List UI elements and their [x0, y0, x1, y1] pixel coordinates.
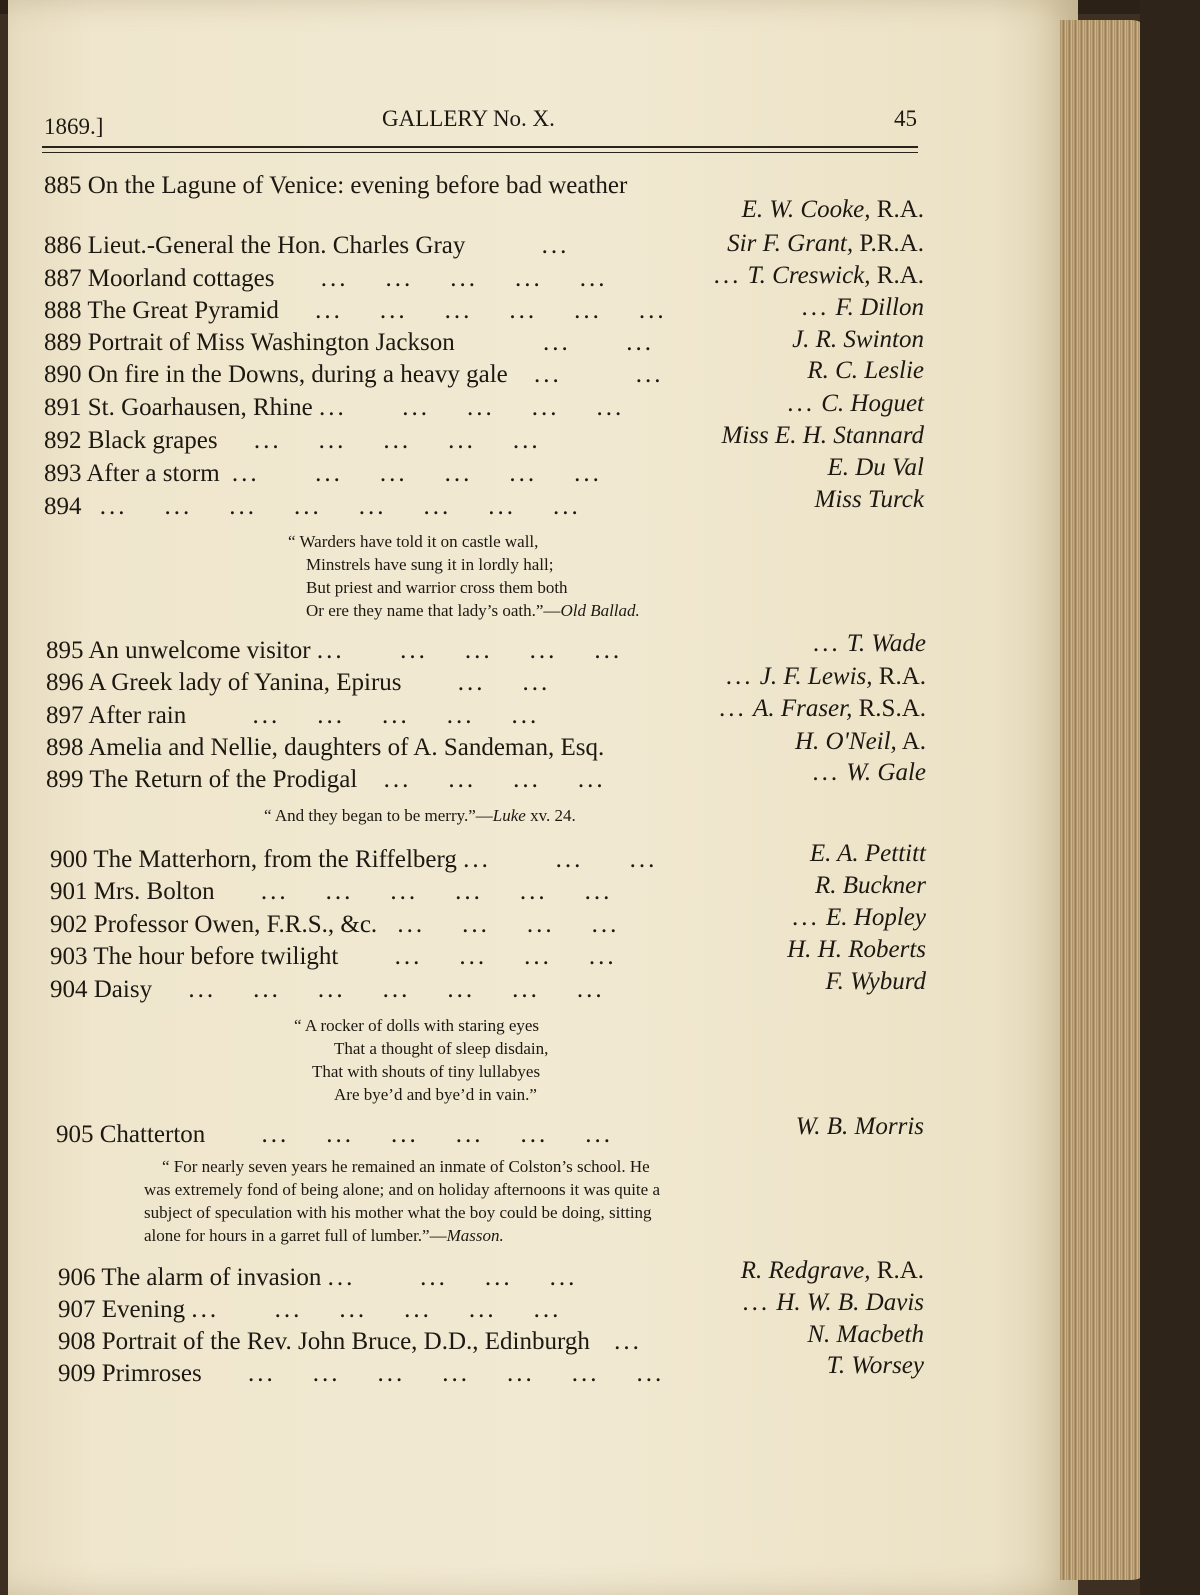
- catalogue-entry: 902 Professor Owen, F.R.S., &c. ... ... ... ...: [50, 911, 620, 938]
- entry-number: 886: [44, 232, 82, 259]
- entry-artist: ... F. Dillon: [801, 294, 924, 321]
- entry-title: Chatterton: [99, 1121, 206, 1148]
- entry-number: 909: [58, 1360, 96, 1387]
- entry-number: 898: [46, 734, 84, 761]
- artist-name: H. W. B. Davis: [776, 1289, 924, 1316]
- quote-line: That with shouts of tiny lullabyes: [312, 1062, 541, 1081]
- entry-artist: [827, 454, 924, 482]
- artist-name: E. W. Cooke,: [741, 196, 871, 223]
- artist-suffix: R.S.A.: [858, 695, 926, 722]
- entry-title: A Greek lady of Yanina, Epirus: [88, 669, 402, 696]
- entry-artist: [815, 872, 926, 900]
- catalogue-entry: 894 ... ... ... ... ... ... ... ...: [44, 493, 581, 520]
- catalogue-entry: 903 The hour before twilight ... ... ... ...: [50, 943, 617, 970]
- entry-title: Moorland cottages: [87, 265, 275, 292]
- artist-name: Sir F. Grant,: [727, 230, 854, 257]
- artist-name: A. Fraser,: [753, 695, 853, 722]
- artist-suffix: R.A.: [878, 663, 926, 690]
- artist-name: J. F. Lewis,: [759, 663, 873, 690]
- catalogue-entry: 901 Mrs. Bolton ... ... ... ... ... ...: [50, 878, 613, 905]
- entry-title: Mrs. Bolton: [93, 878, 215, 905]
- entry-number: 906: [58, 1264, 96, 1291]
- entry-number: 888: [44, 297, 82, 324]
- artist-name: E. Hopley: [826, 904, 926, 931]
- entry-number: 889: [44, 329, 82, 356]
- catalogue-entry: 900 The Matterhorn, from the Riffelberg ... ... ...: [50, 846, 658, 873]
- catalogue-entry: 907 Evening ... ... ... ... ... ...: [58, 1296, 562, 1323]
- header-rule: [42, 146, 918, 148]
- entry-number: 887: [44, 265, 82, 292]
- artist-name: Miss Turck: [814, 486, 924, 513]
- header-rule-thin: [42, 152, 918, 153]
- artist-name: J. R. Swinton: [792, 326, 924, 353]
- entry-artist: [807, 1321, 924, 1349]
- entry-artist: [727, 230, 924, 258]
- header-year: 1869.]: [44, 114, 104, 139]
- catalogue-entry: 893 After a storm ... ... ... ... ... ...: [44, 460, 602, 487]
- quote-line: Minstrels have sung it in lordly hall;: [306, 555, 554, 574]
- entry-title: On the Lagune of Venice: evening before bad weather: [87, 172, 628, 199]
- entry-artist: ... E. Hopley: [792, 904, 926, 931]
- entry-number: 896: [46, 669, 84, 696]
- entry-artist: [807, 357, 924, 385]
- entry-title: The alarm of invasion: [101, 1264, 322, 1291]
- catalogue-entry: [46, 734, 604, 762]
- artist-name: F. Dillon: [835, 294, 924, 321]
- entry-title: On fire in the Downs, during a heavy gale: [87, 361, 508, 388]
- entry-artist: [815, 486, 925, 514]
- artist-name: W. B. Morris: [795, 1113, 924, 1140]
- artist-name: F. Wyburd: [825, 968, 926, 995]
- quote-source: Masson.: [446, 1226, 504, 1245]
- quote-line: Or ere they name that lady’s oath.”—Old Ballad.: [306, 601, 640, 620]
- quote-line: “ For nearly seven years he remained an inmate of Colston’s school. He: [162, 1157, 650, 1176]
- entry-number: 907: [58, 1296, 96, 1323]
- quote-899: [264, 804, 576, 827]
- artist-name: H. O'Neil,: [794, 728, 897, 755]
- book-cover-side: [1140, 0, 1200, 1595]
- entry-number: 900: [50, 846, 88, 873]
- quote-line: alone for hours in a garret full of lumber.”—Masson.: [144, 1226, 504, 1245]
- entry-title: Evening: [101, 1296, 186, 1323]
- entry-title: After a storm: [86, 460, 220, 487]
- quote-line: “ Warders have told it on castle wall,: [288, 532, 539, 551]
- entry-title: Professor Owen, F.R.S., &c.: [93, 911, 378, 938]
- artist-suffix: R.A.: [876, 196, 924, 223]
- catalogue-entry: 897 After rain ... ... ... ... ...: [46, 702, 540, 729]
- entry-artist: [826, 968, 926, 996]
- entry-number: 908: [58, 1328, 96, 1355]
- entry-artist: [795, 728, 926, 756]
- artist-name: E. Du Val: [827, 454, 924, 481]
- entry-number: 902: [50, 911, 88, 938]
- catalogue-entry: 899 The Return of the Prodigal ... ... ... ...: [46, 766, 606, 793]
- catalogue-entry: [44, 172, 627, 200]
- catalogue-entry: 896 A Greek lady of Yanina, Epirus ... ...: [46, 669, 551, 696]
- artist-name: W. Gale: [846, 759, 926, 786]
- catalogue-entry: 888 The Great Pyramid ... ... ... ... ... ...: [44, 297, 667, 324]
- entry-artist: ... W. Gale: [812, 759, 926, 786]
- quote-line: That a thought of sleep disdain,: [334, 1039, 549, 1058]
- catalogue-entry: 890 On fire in the Downs, during a heavy gale ... ...: [44, 361, 664, 388]
- entry-number: 885: [44, 172, 82, 199]
- entry-number: 897: [46, 702, 84, 729]
- quote-reference: xv. 24.: [530, 806, 576, 825]
- entry-artist: [796, 1113, 924, 1141]
- entry-artist: ... T. Creswick, R.A.: [713, 262, 924, 289]
- entry-number: 905: [56, 1121, 94, 1148]
- artist-suffix: A.: [901, 728, 926, 755]
- artist-suffix: R.A.: [876, 262, 924, 289]
- entry-title: After rain: [88, 702, 187, 729]
- quote-line: Are bye’d and bye’d in vain.”: [334, 1085, 537, 1104]
- quote-line: “ And they began to be merry.”—Luke xv. 24.: [264, 806, 576, 825]
- artist-name: R. Buckner: [814, 872, 926, 899]
- entry-artist: [787, 936, 926, 964]
- entry-number: 892: [44, 427, 82, 454]
- artist-name: C. Hoguet: [821, 390, 924, 417]
- entry-artist: [721, 422, 924, 450]
- catalogue-entry: 905 Chatterton ... ... ... ... ... ...: [56, 1121, 614, 1148]
- entry-title: Daisy: [93, 976, 153, 1003]
- artist-name: R. Redgrave,: [740, 1257, 871, 1284]
- catalogue-entry: 895 An unwelcome visitor ... ... ... ... ...: [46, 637, 623, 664]
- entry-artist: ... T. Wade: [812, 630, 926, 657]
- entry-number: 901: [50, 878, 88, 905]
- entry-artist: ... H. W. B. Davis: [742, 1289, 924, 1316]
- quote-line: was extremely fond of being alone; and on holiday afternoons it was quite a: [144, 1180, 660, 1199]
- catalogue-entry: 906 The alarm of invasion ... ... ... ...: [58, 1264, 578, 1291]
- entry-number: 891: [44, 394, 82, 421]
- entry-artist: ... J. F. Lewis, R.A.: [725, 663, 926, 690]
- quote-source: Old Ballad.: [560, 601, 640, 620]
- entry-artist: [827, 1352, 924, 1380]
- artist-name: R. C. Leslie: [807, 357, 924, 384]
- quote-904: [294, 1014, 548, 1106]
- entry-title: The Great Pyramid: [87, 297, 279, 324]
- artist-name: N. Macbeth: [807, 1321, 924, 1348]
- page-number: 45: [894, 106, 917, 131]
- catalogue-entry: 889 Portrait of Miss Washington Jackson ... ...: [44, 329, 654, 356]
- quote-line: “ A rocker of dolls with staring eyes: [294, 1016, 540, 1035]
- entry-title: The Return of the Prodigal: [89, 766, 358, 793]
- entry-number: 893: [44, 460, 82, 487]
- entry-number: 899: [46, 766, 84, 793]
- entry-number: 903: [50, 943, 88, 970]
- catalogue-entry: 908 Portrait of the Rev. John Bruce, D.D., Edinburgh ...: [58, 1328, 642, 1355]
- entry-title: The Matterhorn, from the Riffelberg: [93, 846, 457, 873]
- entry-title: St. Goarhausen, Rhine: [87, 394, 313, 421]
- quote-894: [288, 530, 640, 622]
- entry-title: Primroses: [101, 1360, 202, 1387]
- entry-number: 904: [50, 976, 88, 1003]
- catalogue-entry: 909 Primroses ... ... ... ... ... ... ...: [58, 1360, 665, 1387]
- entry-title: Amelia and Nellie, daughters of A. Sandeman, Esq.: [88, 734, 605, 761]
- artist-name: T. Creswick,: [747, 262, 871, 289]
- entry-artist: [792, 326, 924, 354]
- entry-number: 894: [44, 493, 82, 520]
- entry-title: Portrait of the Rev. John Bruce, D.D., Edinburgh: [101, 1328, 590, 1355]
- page-fore-edge: [1060, 20, 1150, 1580]
- entry-title: Lieut.-General the Hon. Charles Gray: [87, 232, 466, 259]
- catalogue-entry: 887 Moorland cottages ... ... ... ... ...: [44, 265, 608, 292]
- entry-title: The hour before twilight: [93, 943, 339, 970]
- catalogue-entry: 892 Black grapes ... ... ... ... ...: [44, 427, 541, 454]
- entry-artist: ... A. Fraser, R.S.A.: [719, 695, 926, 722]
- quote-905: [144, 1155, 660, 1247]
- quote-source: Luke: [492, 806, 526, 825]
- artist-name: Miss E. H. Stannard: [721, 422, 924, 449]
- entry-artist: ... C. Hoguet: [787, 390, 924, 417]
- entry-number: 895: [46, 637, 84, 664]
- entry-artist: [810, 840, 926, 868]
- entry-number: 890: [44, 361, 82, 388]
- entry-title: Portrait of Miss Washington Jackson: [87, 329, 455, 356]
- artist-suffix: R.A.: [876, 1257, 924, 1284]
- artist-name: E. A. Pettitt: [809, 840, 926, 867]
- quote-line: But priest and warrior cross them both: [306, 578, 568, 597]
- catalogue-entry: 904 Daisy ... ... ... ... ... ... ...: [50, 976, 605, 1003]
- entry-artist: [742, 196, 924, 224]
- entry-title: An unwelcome visitor: [88, 637, 311, 664]
- artist-suffix: P.R.A.: [859, 230, 924, 257]
- catalogue-entry: 886 Lieut.-General the Hon. Charles Gray ...: [44, 232, 570, 259]
- entry-artist: [741, 1257, 924, 1285]
- quote-line: subject of speculation with his mother what the boy could be doing, sitting: [144, 1203, 652, 1222]
- artist-name: T. Wade: [846, 630, 926, 657]
- artist-name: T. Worsey: [826, 1352, 924, 1379]
- catalogue-entry: 891 St. Goarhausen, Rhine ... ... ... ... ...: [44, 394, 625, 421]
- entry-title: Black grapes: [87, 427, 218, 454]
- header-title: GALLERY No. X.: [382, 106, 555, 131]
- artist-name: H. H. Roberts: [787, 936, 926, 963]
